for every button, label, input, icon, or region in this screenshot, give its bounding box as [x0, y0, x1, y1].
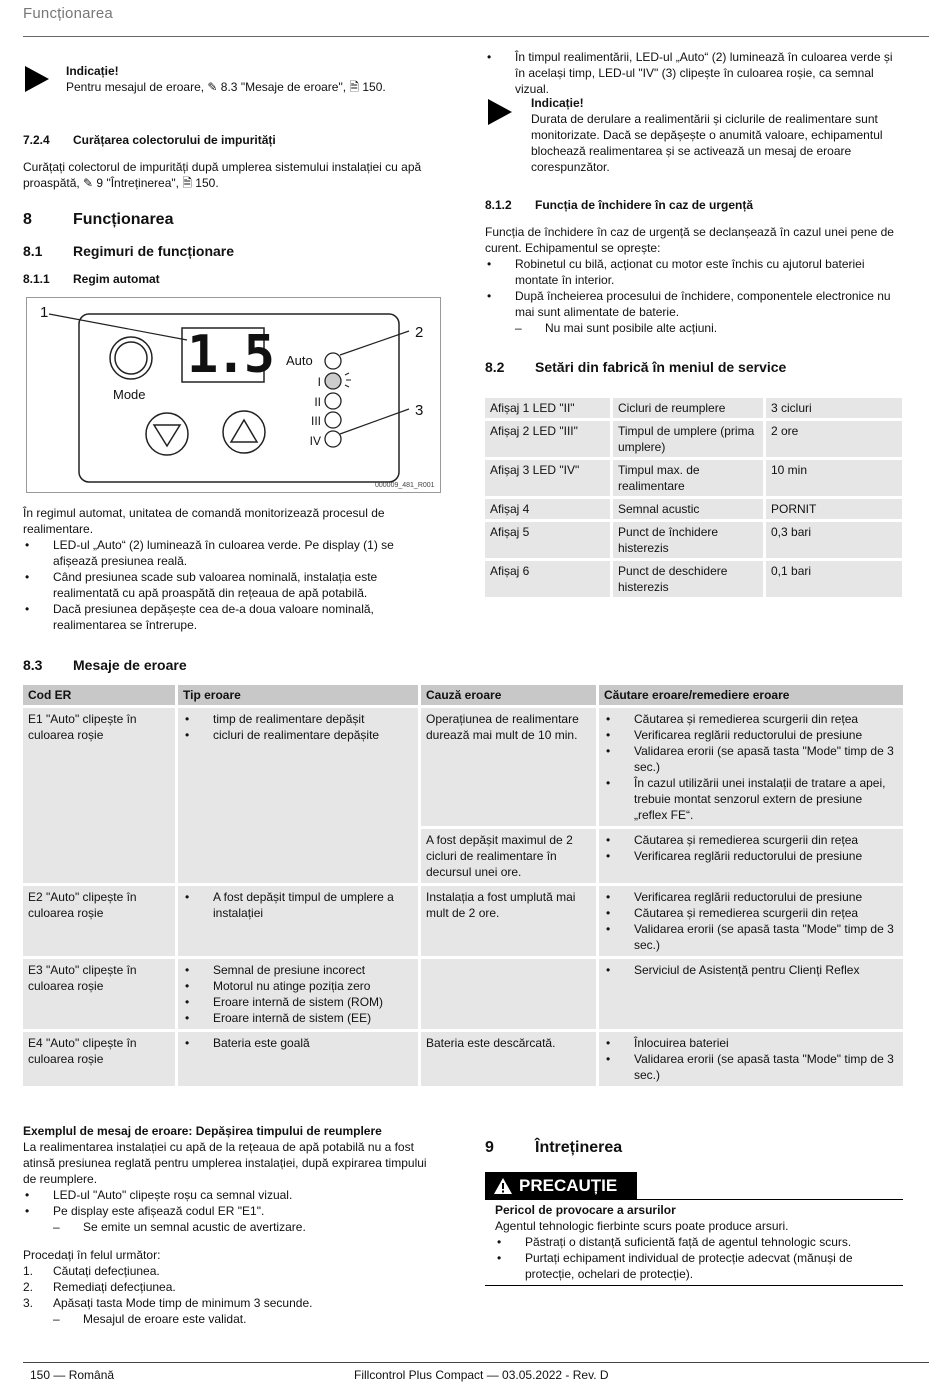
- mode-button-inner: [115, 342, 147, 374]
- auto-mode-description: [23, 505, 438, 633]
- callout-3-label: 3: [415, 402, 424, 419]
- list-item: • Verificarea reglării reductorului de presiune: [604, 848, 898, 864]
- led-labels: [297, 373, 321, 451]
- list-item: • În timpul realimentării, LED-ul „Auto“ (2) luminează în culoarea verde și în același timp, LED-ul "IV" (3) clipește în culoarea roșie, ca semnal vizual.: [485, 49, 905, 97]
- section-title: Curățarea colectorului de impurități: [73, 133, 276, 147]
- table-row: [23, 708, 903, 826]
- callout-line-1: [49, 314, 187, 340]
- section-title: Regim automat: [73, 272, 160, 286]
- error-type-cell: [178, 1032, 418, 1086]
- step-text: Apăsați tasta Mode timp de minimum 3 secunde.: [53, 1296, 313, 1310]
- list-item: • Căutarea și remedierea scurgerii din rețea: [604, 905, 898, 921]
- up-arrow-icon: [231, 420, 257, 442]
- section-number: 8.3: [23, 657, 43, 673]
- error-fix-cell: [599, 708, 903, 826]
- led-auto: [325, 353, 341, 369]
- list-item: • Robinetul cu bilă, acționat cu motor este închis cu ajutorul bateriei montate în interior.: [485, 256, 905, 288]
- error-messages-table: [20, 682, 906, 1089]
- callout-1-label: 1: [40, 304, 49, 321]
- list-item: • A fost depășit timpul de umplere a instalației: [183, 889, 413, 921]
- table-row: [485, 522, 902, 558]
- led-ii: [325, 393, 341, 409]
- list-item: – Nu mai sunt posibile alte acțiuni.: [515, 320, 905, 336]
- caution-text: Agentul tehnologic fierbinte scurs poate produce arsuri.: [495, 1219, 789, 1233]
- table-cell: Semnal acustic: [613, 499, 763, 519]
- caution-content: [495, 1202, 900, 1282]
- column-header: Cauză eroare: [421, 685, 596, 705]
- table-cell: 10 min: [766, 460, 902, 496]
- list-item: • Validarea erorii (se apasă tasta "Mode" timp de 3 sec.): [604, 743, 898, 775]
- note-text: Durata de derulare a realimentării și ciclurile de realimentare sunt monitorizate. Dacă se depășește o anumită valoare, echipamentul blochează realimentarea și se activează un mesaj de eroare corespunzător.: [531, 112, 883, 174]
- chapter-title: Funcționarea: [73, 211, 174, 228]
- note-arrow-icon: [25, 66, 49, 92]
- auto-mode-intro: În regimul automat, unitatea de comandă monitorizează procesul de realimentare.: [23, 506, 385, 536]
- led-iv: [325, 431, 341, 447]
- section-8-3-heading: [23, 657, 187, 673]
- error-fix-cell: [599, 886, 903, 956]
- callout-2-label: 2: [415, 324, 424, 341]
- led-iii: [325, 412, 341, 428]
- note-arrow-icon: [488, 99, 512, 125]
- table-cell: Afișaj 5: [485, 522, 610, 558]
- table-cell: Punct de deschidere histerezis: [613, 561, 763, 597]
- list-item: • Verificarea reglării reductorului de presiune: [604, 727, 898, 743]
- led-label-i: I: [317, 375, 321, 389]
- table-cell: 0,3 bari: [766, 522, 902, 558]
- auto-mode-bullets: [23, 537, 438, 633]
- section-number: 8.1.1: [23, 272, 50, 286]
- caution-bottom-rule: [485, 1285, 903, 1286]
- refill-bullet: [485, 49, 905, 97]
- section-title: Mesaje de eroare: [73, 657, 187, 673]
- step-number: 1.: [23, 1264, 34, 1278]
- list-item: • Verificarea reglării reductorului de presiune: [604, 889, 898, 905]
- section-text: Funcția de închidere în caz de urgență se declanșează în cazul unei pene de curent. Echipamentul se oprește:: [485, 225, 894, 255]
- list-item: • LED-ul „Auto“ (2) luminează în culoarea verde. Pe display (1) se afișează presiunea reală.: [23, 537, 438, 569]
- error-code-cell: E3 "Auto" clipește în culoarea roșie: [23, 959, 175, 1029]
- up-button: [223, 411, 265, 453]
- note-text: Pentru mesajul de eroare, ✎ 8.3 "Mesaje de eroare", 🗎 150.: [66, 80, 386, 94]
- list-item: • Dacă presiunea depășește cea de-a doua valoare nominală, realimentarea se întrerupe.: [23, 601, 438, 633]
- list-item: [23, 1263, 443, 1279]
- list-item: • cicluri de realimentare depășite: [183, 727, 413, 743]
- error-cause-cell: Operațiunea de realimentare durează mai mult de 10 min.: [421, 708, 596, 826]
- table-row: [485, 460, 902, 496]
- procedure-dash-list: [23, 1311, 443, 1327]
- table-cell: Afișaj 2 LED "III": [485, 421, 610, 457]
- mode-label: Mode: [113, 387, 146, 402]
- table-cell: 3 cicluri: [766, 398, 902, 418]
- caution-title: Pericol de provocare a arsurilor: [495, 1203, 676, 1217]
- chapter-number: 9: [485, 1139, 494, 1156]
- list-item: [23, 1279, 443, 1295]
- table-header-row: [23, 685, 903, 705]
- section-8-2-heading: [485, 359, 786, 375]
- section-number: 8.1.2: [485, 198, 512, 212]
- error-cause-cell: [421, 959, 596, 1029]
- table-row: [23, 959, 903, 1029]
- section-8-1-1-heading: [23, 271, 160, 287]
- factory-settings-table: [482, 395, 905, 600]
- list-item: • Înlocuirea bateriei: [604, 1035, 898, 1051]
- table-cell: Timpul max. de realimentare: [613, 460, 763, 496]
- emergency-dash-list: [485, 320, 905, 336]
- table-cell: Afișaj 3 LED "IV": [485, 460, 610, 496]
- table-cell: Punct de închidere histerezis: [613, 522, 763, 558]
- step-text: Căutați defecțiunea.: [53, 1264, 160, 1278]
- caution-label: PRECAUȚIE: [519, 1175, 618, 1195]
- table-row: [485, 398, 902, 418]
- list-item: • Motorul nu atinge poziția zero: [183, 978, 413, 994]
- table-cell: 2 ore: [766, 421, 902, 457]
- chapter-title: Întreținerea: [535, 1139, 623, 1156]
- error-code-cell: E4 "Auto" clipește în culoarea roșie: [23, 1032, 175, 1086]
- list-item: • Semnal de presiune incorect: [183, 962, 413, 978]
- table-cell: 0,1 bari: [766, 561, 902, 597]
- list-item: • Serviciul de Asistență pentru Clienți Reflex: [604, 962, 898, 978]
- list-item: – Se emite un semnal acustic de avertizare.: [53, 1219, 443, 1235]
- list-item: • Păstrați o distanță suficientă față de agentul tehnologic scurs.: [495, 1234, 900, 1250]
- section-number: 8.2: [485, 359, 505, 375]
- list-item: • Căutarea și remedierea scurgerii din rețea: [604, 711, 898, 727]
- footer-document-title: Fillcontrol Plus Compact — 03.05.2022 - Rev. D: [354, 1368, 609, 1382]
- column-header: Căutare eroare/remediere eroare: [599, 685, 903, 705]
- chapter-number: 8: [23, 211, 32, 228]
- table-row: [485, 561, 902, 597]
- led-blink-rays: [345, 373, 351, 387]
- led-label-iii: III: [310, 414, 321, 428]
- mode-button-outer: [110, 337, 152, 379]
- list-item: [23, 1295, 443, 1311]
- warning-triangle-icon: [493, 1177, 513, 1195]
- error-fix-cell: [599, 829, 903, 883]
- caution-label-box: [485, 1172, 637, 1199]
- column-header: Tip eroare: [178, 685, 418, 705]
- list-item: • În cazul utilizării unei instalații de tratare a apei, trebuie montat senzorul extern de presiune „reflex FE“.: [604, 775, 898, 823]
- example-title: Exemplul de mesaj de eroare: Depășirea timpului de reumplere: [23, 1124, 382, 1138]
- list-item: • Validarea erorii (se apasă tasta "Mode" timp de 3 sec.): [604, 921, 898, 953]
- list-item: • Validarea erorii (se apasă tasta "Mode" timp de 3 sec.): [604, 1051, 898, 1083]
- note-indicatie-1: [66, 63, 446, 95]
- table-cell: Afișaj 6: [485, 561, 610, 597]
- control-panel-figure: [26, 297, 441, 493]
- list-item: – Mesajul de eroare este validat.: [53, 1311, 443, 1327]
- page-header-title: Funcționarea: [23, 5, 113, 22]
- list-item: • LED-ul "Auto" clipește roșu ca semnal vizual.: [23, 1187, 443, 1203]
- table-cell: Cicluri de reumplere: [613, 398, 763, 418]
- down-button: [146, 413, 188, 455]
- table-row: [23, 886, 903, 956]
- step-text: Remediați defecțiunea.: [53, 1280, 176, 1294]
- pressure-display-value: 1.5: [187, 325, 272, 385]
- list-item: • Când presiunea scade sub valoarea nominală, instalația este realimentată cu apă proaspătă din rețeaua de apă potabilă.: [23, 569, 438, 601]
- error-type-cell: [178, 708, 418, 883]
- list-item: • Bateria este goală: [183, 1035, 413, 1051]
- auto-label: Auto: [286, 353, 313, 368]
- led-i: [325, 373, 341, 389]
- error-fix-cell: [599, 1032, 903, 1086]
- list-item: • Purtați echipament individual de protecție adecvat (mănuși de protecție, ochelari de protecție).: [495, 1250, 900, 1282]
- step-number: 3.: [23, 1296, 34, 1310]
- chapter-9-heading: [485, 1140, 622, 1156]
- note-indicatie-2: [531, 95, 901, 175]
- error-code-cell: E1 "Auto" clipește în culoarea roșie: [23, 708, 175, 883]
- note-title: Indicație!: [531, 96, 584, 110]
- list-item: • Eroare internă de sistem (ROM): [183, 994, 413, 1010]
- error-type-cell: [178, 886, 418, 956]
- error-cause-cell: Bateria este descărcată.: [421, 1032, 596, 1086]
- section-8-1-2-body: [485, 224, 905, 336]
- footer-divider: [23, 1362, 929, 1363]
- list-item: • Eroare internă de sistem (EE): [183, 1010, 413, 1026]
- section-number: 8.1: [23, 243, 43, 259]
- section-7-2-4-text: Curățați colectorul de impurități după umplerea sistemului instalației cu apă proaspătă, ✎ 9 "Întreținerea", 🗎 150.: [23, 160, 422, 190]
- procedure-steps: [23, 1263, 443, 1311]
- table-row: [485, 499, 902, 519]
- list-item: • timp de realimentare depășit: [183, 711, 413, 727]
- emergency-bullets: [485, 256, 905, 320]
- procedure-intro: Procedați în felul următor:: [23, 1248, 161, 1262]
- section-number: 7.2.4: [23, 133, 50, 147]
- note-title: Indicație!: [66, 64, 119, 78]
- caution-top-rule: [485, 1199, 903, 1200]
- section-title: Regimuri de funcționare: [73, 243, 235, 259]
- error-cause-cell: A fost depășit maximul de 2 cicluri de realimentare în decursul unei ore.: [421, 829, 596, 883]
- step-number: 2.: [23, 1280, 34, 1294]
- error-example-section: [23, 1123, 443, 1327]
- caution-bullets: [495, 1234, 900, 1282]
- example-dash-list: [23, 1219, 443, 1235]
- section-title: Funcția de închidere în caz de urgență: [535, 198, 754, 212]
- figure-code: 000009_481_R001: [375, 482, 435, 489]
- footer-page-number: 150 — Română: [30, 1368, 115, 1382]
- section-8-1-2-heading: [485, 197, 753, 213]
- error-type-cell: [178, 959, 418, 1029]
- column-header: Cod ER: [23, 685, 175, 705]
- error-code-cell: E2 "Auto" clipește în culoarea roșie: [23, 886, 175, 956]
- list-item: • Pe display este afișează codul ER "E1".: [23, 1203, 443, 1219]
- header-divider: [23, 36, 929, 37]
- section-7-2-4-heading: [23, 132, 276, 148]
- table-cell: Afișaj 1 LED "II": [485, 398, 610, 418]
- error-cause-cell: Instalația a fost umplută mai mult de 2 ore.: [421, 886, 596, 956]
- chapter-8-heading: [23, 212, 173, 228]
- list-item: • Căutarea și remedierea scurgerii din rețea: [604, 832, 898, 848]
- error-fix-cell: [599, 959, 903, 1029]
- section-title: Setări din fabrică în meniul de service: [535, 359, 787, 375]
- example-bullets: [23, 1187, 443, 1219]
- table-cell: PORNIT: [766, 499, 902, 519]
- down-arrow-icon: [154, 425, 180, 446]
- led-label-iv: IV: [309, 433, 321, 448]
- section-8-1-heading: [23, 243, 234, 259]
- list-item: • După încheierea procesului de închidere, componentele electronice nu mai sunt alimentate de baterie.: [485, 288, 905, 320]
- table-row: [23, 1032, 903, 1086]
- table-cell: Afișaj 4: [485, 499, 610, 519]
- led-label-ii: II: [314, 394, 321, 409]
- example-text: La realimentarea instalației cu apă de la rețeaua de apă potabilă nu a fost atinsă presiunea reglată pentru umplerea instalației, după expirarea timpului de reumplere.: [23, 1140, 427, 1186]
- table-row: [485, 421, 902, 457]
- table-cell: Timpul de umplere (prima umplere): [613, 421, 763, 457]
